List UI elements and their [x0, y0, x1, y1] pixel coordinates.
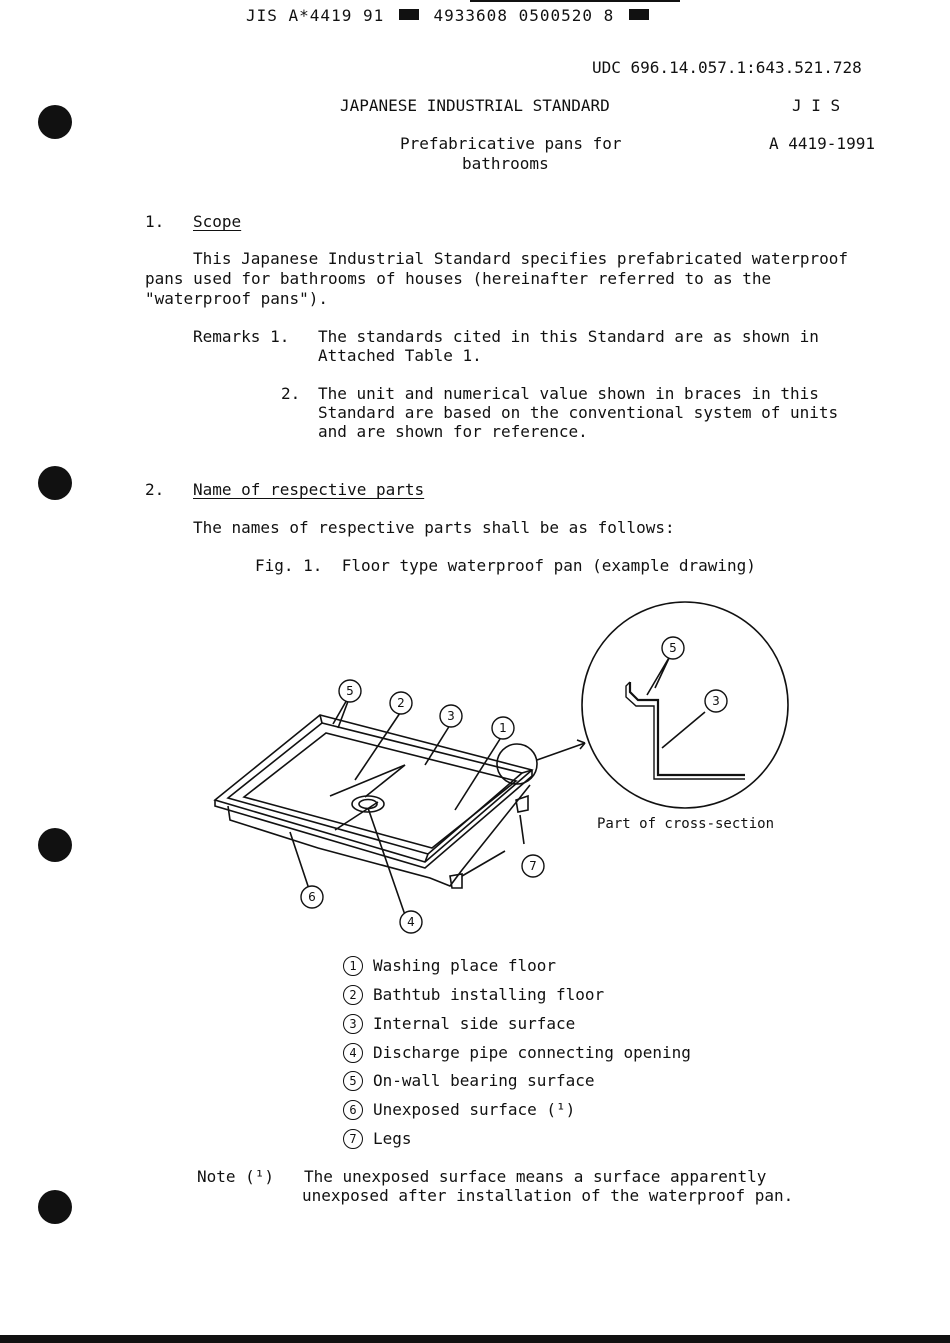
section-2-heading: Name of respective parts — [193, 480, 425, 499]
callout-3-detail-text: 3 — [712, 694, 720, 708]
legend-item: 3 Internal side surface — [343, 1014, 575, 1034]
waterproof-pan-figure — [200, 600, 800, 940]
pan-outer-rim — [215, 715, 532, 862]
top-edge-line — [470, 0, 680, 2]
circled-number-icon: 3 — [343, 1014, 363, 1034]
section-2-number: 2. — [145, 480, 165, 499]
callout-2-text: 2 — [397, 696, 405, 710]
circled-number-icon: 1 — [343, 956, 363, 976]
callout-7-icon — [522, 855, 544, 877]
header-code — [246, 6, 653, 25]
callout-5-detail-icon — [662, 637, 684, 659]
bottom-edge-line — [0, 1335, 950, 1343]
remarks-label: Remarks 1. — [193, 327, 290, 346]
jis-mark: J I S — [792, 96, 841, 115]
remark-2-number: 2. — [281, 384, 301, 403]
legend-item: 2 Bathtub installing floor — [343, 985, 604, 1005]
callout-3-icon — [440, 705, 462, 727]
legend-item: 4 Discharge pipe connecting opening — [343, 1043, 691, 1063]
callout-5-icon — [339, 680, 361, 702]
scope-line-2: pans used for bathrooms of houses (hereinafter referred to as the — [145, 269, 772, 288]
legend-item: 6 Unexposed surface (¹) — [343, 1100, 575, 1120]
section-1-number: 1. — [145, 212, 165, 231]
binder-hole-icon — [38, 105, 72, 139]
section-1-heading: Scope — [193, 212, 242, 231]
pan-legs — [450, 796, 528, 888]
scope-line-3: "waterproof pans"). — [145, 289, 329, 308]
barcode-block-icon — [399, 9, 419, 20]
callout-4-text: 4 — [407, 915, 415, 929]
binder-hole-icon — [38, 466, 72, 500]
barcode-block-icon — [629, 9, 649, 20]
pan-outer-wall — [215, 770, 532, 868]
binder-hole-icon — [38, 828, 72, 862]
circled-number-icon: 7 — [343, 1129, 363, 1149]
legend-item: 7 Legs — [343, 1129, 412, 1149]
callout-3-text: 3 — [447, 709, 455, 723]
pan-floor — [244, 733, 516, 848]
cross-section-detail-circle — [582, 602, 788, 808]
callout-5-detail-text: 5 — [669, 641, 677, 655]
section-2-intro: The names of respective parts shall be as follows: — [193, 518, 675, 537]
figure-caption: Fig. 1. Floor type waterproof pan (example drawing) — [255, 556, 756, 575]
circled-number-icon: 6 — [343, 1100, 363, 1120]
pan-underside — [228, 785, 530, 886]
scope-line-1: This Japanese Industrial Standard specifies prefabricated waterproof — [193, 249, 849, 268]
remark-1-line-1: The standards cited in this Standard are as shown in — [318, 327, 819, 346]
header-code-middle: 4933608 0500520 8 — [433, 6, 615, 25]
circled-number-icon: 2 — [343, 985, 363, 1005]
legend-item: 1 Washing place floor — [343, 956, 556, 976]
standard-title: JAPANESE INDUSTRIAL STANDARD — [340, 96, 610, 115]
note-line-1: The unexposed surface means a surface apparently — [304, 1167, 767, 1186]
cross-section-label: Part of cross-section — [597, 816, 775, 832]
doc-number: A 4419-1991 — [769, 134, 875, 153]
callout-5-text: 5 — [346, 684, 354, 698]
cross-section-profile — [630, 682, 745, 775]
callout-1-text: 1 — [499, 721, 507, 735]
callout-4-icon — [400, 911, 422, 933]
callout-3-detail-icon — [705, 690, 727, 712]
remark-2-line-2: Standard are based on the conventional system of units — [318, 403, 839, 422]
doc-title-line-2: bathrooms — [462, 154, 549, 173]
circled-number-icon: 4 — [343, 1043, 363, 1063]
header-code-left: JIS A*4419 91 — [246, 6, 385, 25]
binder-hole-icon — [38, 1190, 72, 1224]
callout-7-text: 7 — [529, 859, 537, 873]
callout-1-icon — [492, 717, 514, 739]
remark-1-line-2: Attached Table 1. — [318, 346, 482, 365]
doc-title-line-1: Prefabricative pans for — [400, 134, 622, 153]
note-line-2: unexposed after installation of the waterproof pan. — [302, 1186, 794, 1205]
note-label: Note (¹) — [197, 1167, 275, 1186]
callout-6-text: 6 — [308, 890, 316, 904]
circled-number-icon: 5 — [343, 1071, 363, 1091]
remark-2-line-1: The unit and numerical value shown in braces in this — [318, 384, 819, 403]
callout-2-icon — [390, 692, 412, 714]
callout-6-icon — [301, 886, 323, 908]
remark-2-line-3: and are shown for reference. — [318, 422, 588, 441]
legend-item: 5 On-wall bearing surface — [343, 1071, 595, 1091]
udc-code: UDC 696.14.057.1:643.521.728 — [592, 58, 862, 77]
